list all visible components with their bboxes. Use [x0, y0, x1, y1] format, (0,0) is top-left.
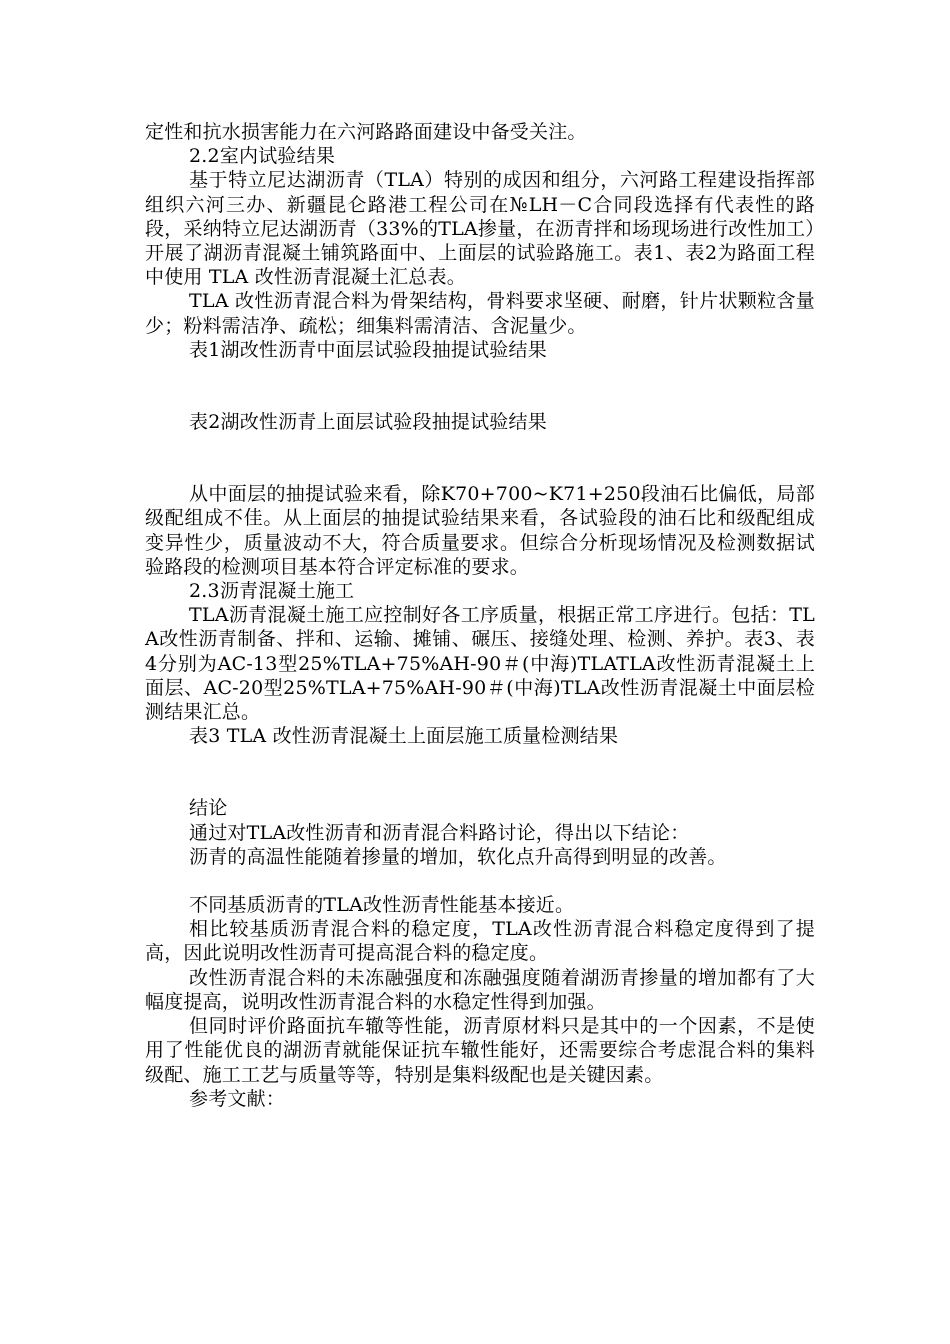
conclusion-item-4: 改性沥青混合料的未冻融强度和冻融强度随着湖沥青掺量的增加都有了大幅度提高，说明改性沥青混合料的水稳定性得到加强。 [145, 966, 815, 1013]
paragraph-extraction-results: 从中面层的抽提试验来看，除K70+700~K71+250段油石比偏低，局部级配组成不佳。从上面层的抽提试验结果来看，各试验段的油石比和级配组成变异性少，质量波动不大，符合质量要求。但综合分析现场情况及检测数据试验路段的检测项目基本符合评定标准的要求。 [145, 483, 815, 578]
paragraph-continuation: 定性和抗水损害能力在六河路路面建设中备受关注。 [145, 121, 587, 143]
document-body [145, 120, 815, 1111]
conclusion-item-1: 沥青的高温性能随着掺量的增加，软化点升高得到明显的改善。 [189, 845, 727, 868]
table-1-placeholder [145, 362, 815, 410]
paragraph-construction: TLA沥青混凝土施工应控制好各工序质量，根据正常工序进行。包括：TLA改性沥青制备、拌和、运输、摊铺、碾压、接缝处理、检测、养护。表3、表4分别为AC-13型25%TLA+75%AH-90＃(中海)TLATLA改性沥青混凝土上面层、AC-20型25%TLA+75%AH-90＃(中海)TLA改性沥青混凝土中面层检测结果汇总。 [145, 604, 815, 724]
section-heading-2-2: 2.2室内试验结果 [189, 145, 336, 168]
references-heading: 参考文献： [189, 1087, 286, 1110]
table-2-placeholder [145, 434, 815, 482]
blank-line [145, 869, 815, 893]
conclusion-intro: 通过对TLA改性沥青和沥青混合料路讨论，得出以下结论： [189, 821, 690, 844]
paragraph-tla-mixture: TLA 改性沥青混合料为骨架结构，骨料要求坚硬、耐磨，针片状颗粒含量少；粉料需洁净、疏松；细集料需清洁、含泥量少。 [145, 290, 815, 337]
paragraph-tla-intro: 基于特立尼达湖沥青（TLA）特别的成因和组分，六河路工程建设指挥部组织六河三办、新疆昆仑路港工程公司在№LH－C合同段选择有代表性的路段，采纳特立尼达湖沥青（33%的TLA掺量，在沥青拌和场现场进行改性加工）开展了湖沥青混凝土铺筑路面中、上面层的试验路施工。表1、表2为路面工程中使用 TLA 改性沥青混凝土汇总表。 [145, 169, 815, 289]
table-3-caption: 表3 TLA 改性沥青混凝土上面层施工质量检测结果 [189, 725, 619, 748]
table-1-caption: 表1湖改性沥青中面层试验段抽提试验结果 [189, 338, 547, 361]
table-2-caption: 表2湖改性沥青上面层试验段抽提试验结果 [189, 411, 547, 434]
section-heading-2-3: 2.3沥青混凝土施工 [189, 580, 355, 603]
conclusion-item-2: 不同基质沥青的TLA改性沥青性能基本接近。 [189, 894, 575, 917]
conclusion-item-5: 但同时评价路面抗车辙等性能，沥青原材料只是其中的一个因素，不是使用了性能优良的湖沥青就能保证抗车辙性能好，还需要综合考虑混合料的集料级配、施工工艺与质量等等，特别是集料级配也是关键因素。 [145, 1015, 815, 1086]
conclusion-item-3: 相比较基质沥青混合料的稳定度，TLA改性沥青混合料稳定度得到了提高，因此说明改性沥青可提高混合料的稳定度。 [145, 918, 815, 965]
table-3-placeholder [145, 748, 815, 796]
conclusion-heading: 结论 [189, 797, 228, 820]
